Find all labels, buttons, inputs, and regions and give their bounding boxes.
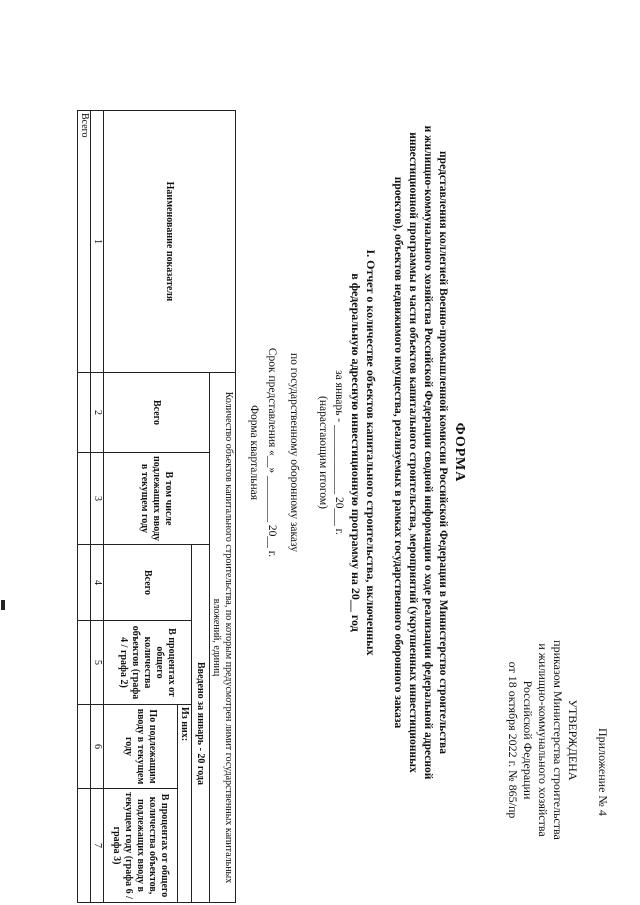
total-row-label: Всего xyxy=(78,111,91,373)
column-number: 4 xyxy=(91,545,104,621)
column-number: 1 xyxy=(91,111,104,373)
form-description xyxy=(390,0,450,905)
quarterly-label: Форма квартальная xyxy=(248,404,260,501)
table-cell-empty xyxy=(78,705,91,789)
approval-line: от 18 октября 2022 г. № 865/пр xyxy=(506,661,520,819)
appendix-label: Приложение № 4 xyxy=(596,728,610,816)
table-cell-empty xyxy=(78,789,91,903)
to-commission-percent-header: В процентах от общего количества объектов, подлежащих вводу в текущем году (графа 6 / графа 3) xyxy=(104,789,178,903)
period-line: за январь - ____________ 20___ г. xyxy=(333,370,345,535)
table-cell-empty xyxy=(78,545,91,621)
group-header: Количество объектов капитального строительства, по которым предусмотрен лимит государственных капитальных вложений, единиц xyxy=(210,373,236,903)
defense-order-line: по государственному оборонному заказу xyxy=(288,352,300,553)
column-number: 6 xyxy=(91,705,104,789)
commissioned-total-header: Всего xyxy=(104,545,192,621)
report-table xyxy=(77,110,236,903)
table-cell-empty xyxy=(78,621,91,705)
commissioned-header: Введено за январь - 20 года xyxy=(192,545,210,903)
column-number: 2 xyxy=(91,373,104,453)
to-commission-header: По подлежащим вводу в текущем году xyxy=(104,705,178,789)
form-description-line: инвестиционной программы в части объектов капитального строительства, мероприятий (укрупненных инвестиционных xyxy=(407,132,419,773)
period-note: (нарастающим итогом) xyxy=(317,396,329,509)
total-header: Всего xyxy=(104,373,210,453)
commissioned-percent-header: В процентах от общего количества объектов (графа 4 / графа 2) xyxy=(104,621,192,705)
column-number: 7 xyxy=(91,789,104,903)
column-number: 5 xyxy=(91,621,104,705)
section-title-line: в федеральную адресную инвестиционную программу на 20__ год xyxy=(349,273,363,632)
indicator-header: Наименование показателя xyxy=(104,111,236,373)
form-description-line: и жилищно-коммунального хозяйства Российской Федерации сводной информации о ходе реализации федеральной адресной xyxy=(422,125,434,780)
table-cell-empty xyxy=(78,373,91,453)
section-title-line: I. Отчет о количестве объектов капитального строительства, включенных xyxy=(364,249,378,656)
current-year-header: В том числе подлежащих вводу в текущем году xyxy=(104,453,210,545)
table-cell-empty xyxy=(78,453,91,545)
deadline-line: Срок представления «__» ________ 20__ г. xyxy=(266,347,278,558)
form-description-line: проектов), объектов недвижимого имущества, реализуемых в рамках государственного оборонного заказа xyxy=(392,176,404,729)
approval-line: приказом Министерства строительства xyxy=(551,640,565,840)
section-title xyxy=(348,0,378,905)
approval-title: УТВЕРЖДЕНА xyxy=(566,699,580,781)
form-description-line: представления коллегией Военно-промышленной комиссии Российской Федерации в Министерство строительства xyxy=(437,151,449,754)
column-number: 3 xyxy=(91,453,104,545)
approval-line: Российской Федерации xyxy=(521,680,535,800)
scan-edge-mark xyxy=(1,600,5,610)
form-title: ФОРМА xyxy=(452,422,467,483)
of-them-header: Из них: xyxy=(178,705,192,903)
approval-line: и жилищно-коммунального хозяйства xyxy=(536,643,550,837)
approval-block xyxy=(505,630,580,850)
